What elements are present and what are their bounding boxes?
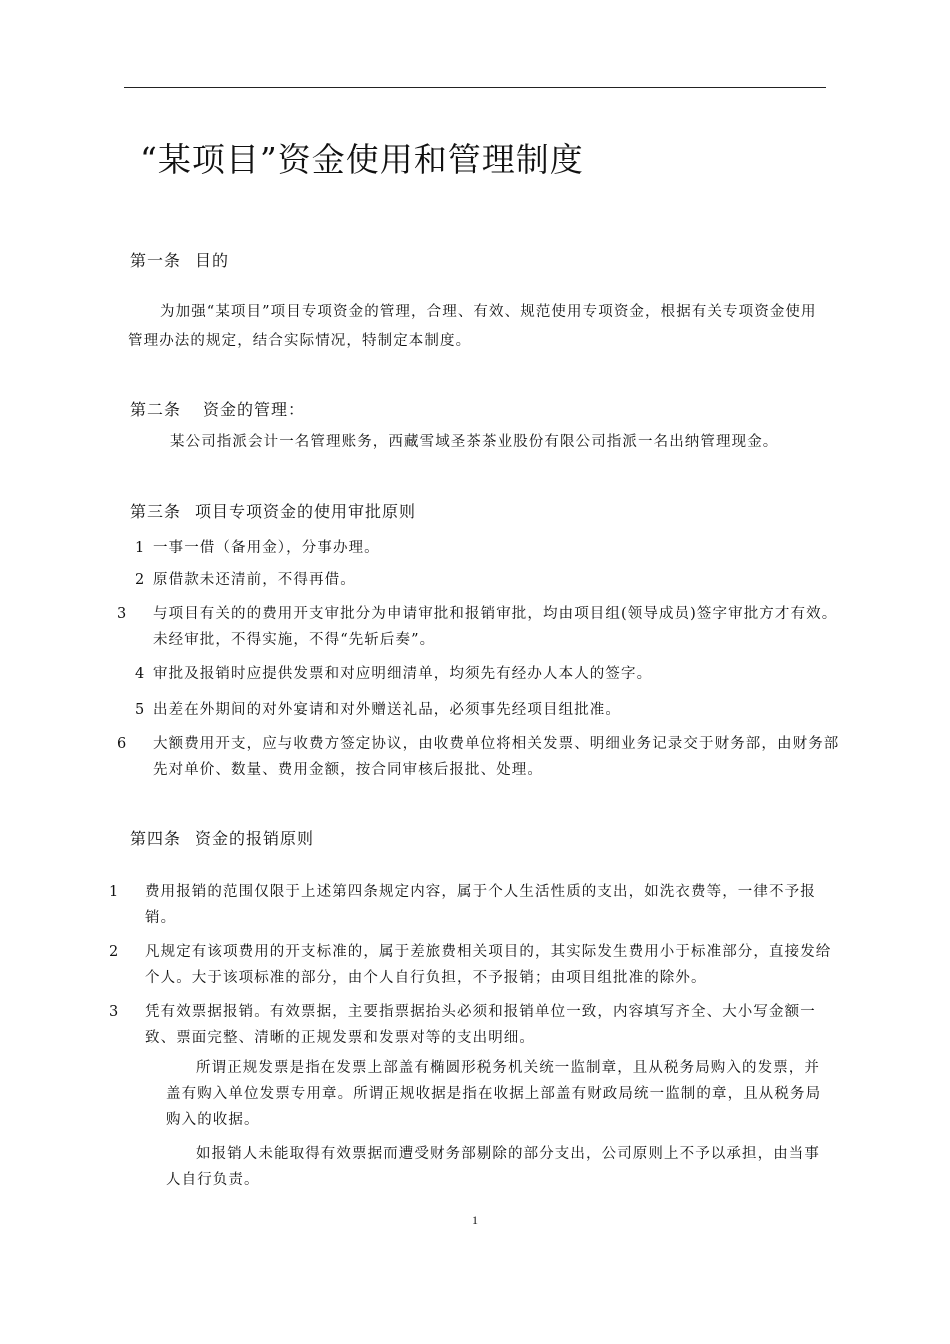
note-paragraph: 所谓正规发票是指在发票上部盖有椭圆形税务机关统一监制章，且从税务局购入的发票，并盖有购入单位发票专用章。所谓正规收据是指在收据上部盖有财政局统一监制的章，且从税务局购入的收据。 [166, 1060, 822, 1128]
section-4-heading [130, 826, 314, 849]
section-3-heading [130, 499, 416, 522]
section-title: 资金的管理： [203, 400, 306, 419]
page-number: 1 [472, 1213, 478, 1227]
section-title: 资金的报销原则 [195, 829, 315, 848]
list-item [135, 535, 825, 561]
item-number: 4 [135, 666, 146, 682]
section-title: 目的 [195, 251, 230, 270]
item-number: 1 [109, 884, 120, 900]
page-title: “某项目”资金使用和管理制度 [140, 140, 584, 179]
item-text: 原借款未还清前，不得再借。 [153, 572, 356, 588]
item-number: 6 [117, 736, 128, 752]
item-text: 凭有效票据报销。有效票据，主要指票据抬头必须和报销单位一致，内容填写齐全、大小写金额一致、票面完整、清晰的正规发票和发票对等的支出明细。 [145, 1004, 816, 1046]
section-number: 第三条 [130, 502, 182, 521]
header-rule [124, 87, 826, 88]
section-2-paragraph: 某公司指派会计一名管理账务，西藏雪域圣茶茶业股份有限公司指派一名出纳管理现金。 [170, 434, 779, 450]
item-text: 与项目有关的的费用开支审批分为申请审批和报销审批，均由项目组(领导成员)签字审批方才有效。未经审批，不得实施，不得“先斩后奏”。 [153, 606, 838, 648]
item-number: 1 [135, 540, 146, 556]
list-item [117, 601, 843, 653]
item-text: 费用报销的范围仅限于上述第四条规定内容，属于个人生活性质的支出，如洗衣费等，一律不予报销。 [145, 884, 816, 926]
list-item [135, 697, 825, 723]
item-number: 3 [109, 1004, 120, 1020]
item-text: 出差在外期间的对外宴请和对外赠送礼品，必须事先经项目组批准。 [153, 702, 621, 718]
section-1-paragraph: 为加强“某项目”项目专项资金的管理，合理、有效、规范使用专项资金，根据有关专项资金使用管理办法的规定，结合实际情况，特制定本制度。 [128, 304, 817, 349]
list-item [109, 939, 845, 991]
list-item [109, 999, 845, 1051]
item-number: 2 [109, 944, 120, 960]
item-number: 5 [135, 702, 146, 718]
section-number: 第一条 [130, 251, 182, 270]
section-2-heading [130, 397, 305, 420]
list-item [117, 731, 843, 783]
note-paragraph: 如报销人未能取得有效票据而遭受财务部剔除的部分支出，公司原则上不予以承担，由当事人自行负责。 [166, 1146, 820, 1188]
item-text: 大额费用开支，应与收费方签定协议，由收费单位将相关发票、明细业务记录交于财务部，由财务部先对单价、数量、费用金额，按合同审核后报批、处理。 [153, 736, 840, 778]
section-1-heading [130, 248, 229, 271]
list-item [135, 567, 825, 593]
section-number: 第四条 [130, 829, 182, 848]
list-item [109, 879, 845, 931]
item-number: 2 [135, 572, 146, 588]
section-number: 第二条 [130, 400, 182, 419]
section-title: 项目专项资金的使用审批原则 [195, 502, 417, 521]
item-text: 凡规定有该项费用的开支标准的，属于差旅费相关项目的，其实际发生费用小于标准部分，直接发给个人。大于该项标准的部分，由个人自行负担，不予报销；由项目组批准的除外。 [145, 944, 832, 986]
item-number: 3 [117, 606, 128, 622]
item-text: 审批及报销时应提供发票和对应明细清单，均须先有经办人本人的签字。 [153, 666, 653, 682]
list-item [135, 661, 825, 687]
item-text: 一事一借（备用金），分事办理。 [153, 540, 380, 556]
